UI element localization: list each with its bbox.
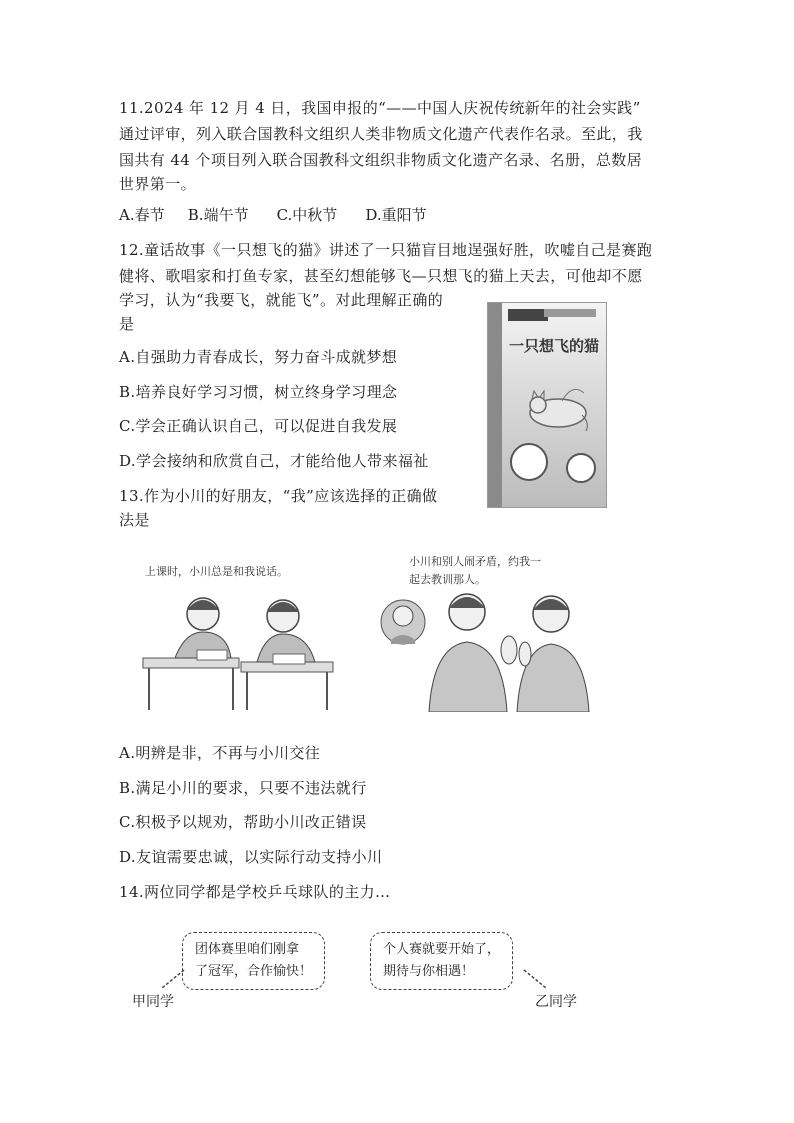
q12-line-2: 健将、歌唱家和打鱼专家，甚至幻想能够飞—只想飞的猫上天去，可他却不愿 bbox=[119, 267, 643, 285]
q11-option-c[interactable]: C.中秋节 bbox=[276, 206, 338, 224]
q11-line-4: 世界第一。 bbox=[119, 175, 197, 193]
comic-panel-1-caption: 上课时，小川总是和我说话。 bbox=[145, 565, 288, 578]
comic-panel-2-caption-line-2: 起去教训那人。 bbox=[409, 573, 486, 586]
q12-option-d[interactable]: D.学会接纳和欣赏自己，才能给他人带来福祉 bbox=[119, 452, 429, 470]
q13-option-a[interactable]: A.明辨是非，不再与小川交往 bbox=[119, 744, 321, 762]
q12-line-1: 12.童话故事《一只想飞的猫》讲述了一只猫盲目地逞强好胜，吹嘘自己是赛跑 bbox=[119, 241, 653, 259]
q12-line-3: 学习，认为“我要飞，就能飞”。对此理解正确的 bbox=[119, 291, 444, 309]
speech-bubble-b bbox=[370, 932, 513, 990]
q13-option-b[interactable]: B.满足小川的要求，只要不违法就行 bbox=[119, 779, 367, 797]
q11-options bbox=[119, 203, 427, 227]
cat-illustration bbox=[522, 379, 592, 439]
book-publisher-mark bbox=[508, 309, 548, 321]
flower-decoration bbox=[566, 453, 596, 483]
book-title: 一只想飞的猫 bbox=[508, 337, 599, 355]
q11-line-3: 国共有 44 个项目列入联合国教科文组织非物质文化遗产名录、名册，总数居 bbox=[119, 151, 643, 169]
q12-option-a[interactable]: A.自强助力青春成长，努力奋斗成就梦想 bbox=[119, 348, 398, 366]
q13-line-1: 13.作为小川的好朋友，“我”应该选择的正确做 bbox=[119, 487, 438, 505]
q13-option-d[interactable]: D.友谊需要忠诚，以实际行动支持小川 bbox=[119, 848, 383, 866]
q12-line-4: 是 bbox=[119, 315, 135, 333]
book-series-label bbox=[544, 309, 596, 317]
q13-option-c[interactable]: C.积极予以规劝，帮助小川改正错误 bbox=[119, 813, 367, 831]
speech-bubble-b-line-1: 个人赛就要开始了， bbox=[383, 942, 501, 957]
speech-bubble-b-line-2: 期待与你相遇！ bbox=[383, 964, 475, 979]
q11-line-2: 通过评审，列入联合国教科文组织人类非物质文化遗产代表作名录。至此，我 bbox=[119, 125, 643, 143]
q11-option-b[interactable]: B.端午节 bbox=[187, 206, 249, 224]
student-b-label: 乙同学 bbox=[535, 994, 577, 1010]
speech-bubble-a-line-2: 了冠军，合作愉快！ bbox=[195, 964, 313, 979]
q12-option-c[interactable]: C.学会正确认识自己，可以促进自我发展 bbox=[119, 417, 398, 435]
q11-option-a[interactable]: A.春节 bbox=[119, 206, 165, 224]
flower-decoration bbox=[510, 443, 548, 481]
speech-bubble-a-tail bbox=[160, 968, 186, 990]
q11-line-1: 11.2024 年 12 月 4 日，我国申报的“——中国人庆祝传统新年的社会实践” bbox=[119, 99, 641, 117]
speech-bubble-a-line-1: 团体赛里咱们刚拿 bbox=[195, 942, 300, 957]
comic-illustration bbox=[137, 550, 593, 712]
q14-line: 14.两位同学都是学校乒乓球队的主力… bbox=[119, 883, 391, 901]
speech-bubble-b-tail bbox=[522, 968, 548, 990]
book-cover-image bbox=[487, 302, 607, 508]
comic-panel-2-caption-line-1: 小川和别人闹矛盾，约我一 bbox=[409, 555, 541, 568]
q13-line-2: 法是 bbox=[119, 511, 150, 529]
speech-bubble-a bbox=[182, 932, 325, 990]
book-spine bbox=[488, 303, 502, 507]
student-a-label: 甲同学 bbox=[132, 994, 174, 1010]
q12-option-b[interactable]: B.培养良好学习习惯，树立终身学习理念 bbox=[119, 383, 398, 401]
q11-option-d[interactable]: D.重阳节 bbox=[365, 206, 427, 224]
